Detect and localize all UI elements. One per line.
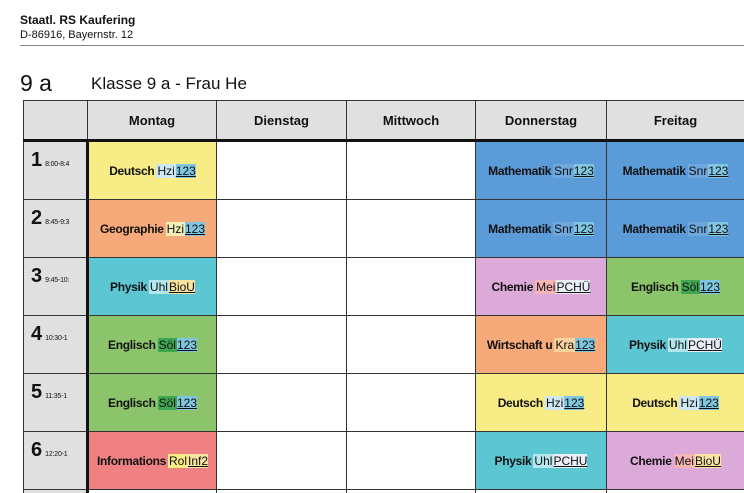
lesson-room: BioU [694,453,721,468]
lesson-subject: Physik [629,337,666,352]
empty-slot-tuesday[interactable] [217,258,347,316]
day-header-friday: Freitag [607,101,744,141]
lesson-subject: Informations [96,453,167,468]
lesson-room: 123 [575,337,596,352]
day-header-monday: Montag [88,101,217,141]
lesson-subject: Wirtschaft u [486,337,553,352]
lesson-cell-friday[interactable] [607,432,744,490]
empty-slot-tuesday[interactable] [217,200,347,258]
day-header-wednesday: Mittwoch [347,101,476,141]
school-address: D-86916, Bayernstr. 12 [20,29,134,41]
lesson-room: 123 [176,337,197,352]
period-label-cell [24,374,88,432]
lesson-teacher: Uhl [534,453,553,468]
lesson-room: 123 [175,163,196,178]
empty-slot [217,490,347,493]
period-label-cell [24,316,88,374]
period-time: 8:45-9:3 [45,219,70,226]
lesson-teacher: Hzi [166,221,184,236]
period-row [24,258,744,316]
period-number: 1 [31,149,43,171]
period-label-cell [24,432,88,490]
lesson-room: PCHÜ [556,279,591,294]
lesson-subject: Geographie [99,221,164,236]
period-row [24,141,744,200]
empty-slot [607,490,744,493]
lesson-teacher: Rol [169,453,188,468]
lesson-subject: Deutsch [632,395,678,410]
lesson-subject: Mathematik [622,221,686,236]
lesson-teacher: Snr [554,221,573,236]
empty-slot-wednesday[interactable] [347,374,476,432]
lesson-cell-thursday[interactable] [476,258,607,316]
lesson-cell-friday[interactable] [607,316,744,374]
lesson-teacher: Hzi [157,163,175,178]
lesson-subject: Englisch [108,395,156,410]
day-header-thursday: Donnerstag [476,101,607,141]
lesson-cell-monday[interactable] [88,200,217,258]
period-time: 8:00-8:4 [45,161,70,168]
lesson-subject: Deutsch [497,395,543,410]
lesson-teacher: Mei [674,453,694,468]
class-code: 9 a [20,70,52,96]
lesson-room: 123 [573,163,594,178]
lesson-teacher: Söl [158,395,176,410]
lesson-cell-thursday[interactable] [476,200,607,258]
lesson-subject: Chemie [630,453,672,468]
lesson-room: 123 [573,221,594,236]
empty-slot-wednesday[interactable] [347,258,476,316]
empty-slot-tuesday[interactable] [217,141,347,200]
lesson-subject: Mathematik [488,221,552,236]
school-name: Staatl. RS Kaufering [20,13,136,27]
empty-slot-wednesday[interactable] [347,316,476,374]
lesson-teacher: Uhl [668,337,687,352]
lesson-room: 123 [708,221,729,236]
lesson-subject: Physik [494,453,532,468]
lesson-teacher: Kra [555,337,575,352]
lesson-teacher: Snr [688,221,708,236]
period-number: 2 [31,207,43,229]
period-time: 11:35-1 [45,393,67,400]
empty-slot-wednesday[interactable] [347,432,476,490]
lesson-room: PCHÜ [687,337,722,352]
lesson-subject: Deutsch [109,163,155,178]
period-row [24,374,744,432]
period-row [24,200,744,258]
class-title: Klasse 9 a - Frau He [91,74,247,93]
period-time: 9:45-10: [45,277,70,284]
period-time: 12:20-1 [45,451,68,458]
lesson-teacher: Söl [158,337,176,352]
header-divider [20,45,744,46]
lesson-teacher: Mei [536,279,556,294]
lesson-room: 123 [176,395,197,410]
empty-slot-wednesday[interactable] [347,200,476,258]
period-number: 5 [31,381,43,403]
corner-cell [24,101,88,141]
empty-slot-tuesday[interactable] [217,374,347,432]
lesson-teacher: Hzi [680,395,698,410]
lesson-room: 123 [708,163,729,178]
empty-slot [347,490,476,493]
lesson-subject: Physik [110,279,147,294]
lesson-subject: Mathematik [622,163,686,178]
period-label-cell [24,258,88,316]
empty-slot-tuesday[interactable] [217,432,347,490]
period-number: 3 [31,265,43,287]
lesson-cell-thursday[interactable] [476,316,607,374]
lesson-room: 123 [698,395,719,410]
period-label-cell [24,490,88,493]
lesson-subject: Chemie [491,279,534,294]
lesson-subject: Englisch [631,279,679,294]
lesson-cell-monday[interactable] [88,316,217,374]
period-row-partial [24,490,744,493]
lesson-room: 123 [699,279,720,294]
timetable-body [24,141,744,493]
empty-slot-wednesday[interactable] [347,141,476,200]
timetable-grid [23,100,744,493]
lesson-cell-monday[interactable] [88,374,217,432]
lesson-cell-friday[interactable] [607,200,744,258]
period-label-cell [24,200,88,258]
period-label-cell [24,141,88,200]
lesson-cell-monday[interactable] [88,258,217,316]
lesson-subject: Mathematik [488,163,552,178]
empty-slot [476,490,607,493]
period-row [24,432,744,490]
lesson-teacher: Hzi [545,395,564,410]
lesson-room: BioU [168,279,195,294]
lesson-room: 123 [185,221,206,236]
day-header-tuesday: Dienstag [217,101,347,141]
empty-slot [88,490,217,493]
lesson-teacher: Snr [688,163,708,178]
lesson-subject: Englisch [108,337,156,352]
lesson-room: 123 [564,395,585,410]
lesson-cell-thursday[interactable] [476,141,607,200]
lesson-teacher: Söl [681,279,699,294]
period-number: 4 [31,323,43,345]
lesson-cell-friday[interactable] [607,141,744,200]
lesson-teacher: Snr [554,163,573,178]
empty-slot-tuesday[interactable] [217,316,347,374]
lesson-teacher: Uhl [149,279,168,294]
lesson-cell-thursday[interactable] [476,374,607,432]
lesson-room: PCHU [553,453,588,468]
timetable-table [23,100,744,493]
lesson-cell-friday[interactable] [607,374,744,432]
period-row [24,316,744,374]
lesson-cell-monday[interactable] [88,141,217,200]
day-header-row [24,101,744,141]
lesson-cell-monday[interactable] [88,432,217,490]
lesson-cell-thursday[interactable] [476,432,607,490]
lesson-cell-friday[interactable] [607,258,744,316]
period-time: 10:30-1 [45,335,68,342]
period-number: 6 [31,439,43,461]
lesson-room: Inf2 [188,453,209,468]
